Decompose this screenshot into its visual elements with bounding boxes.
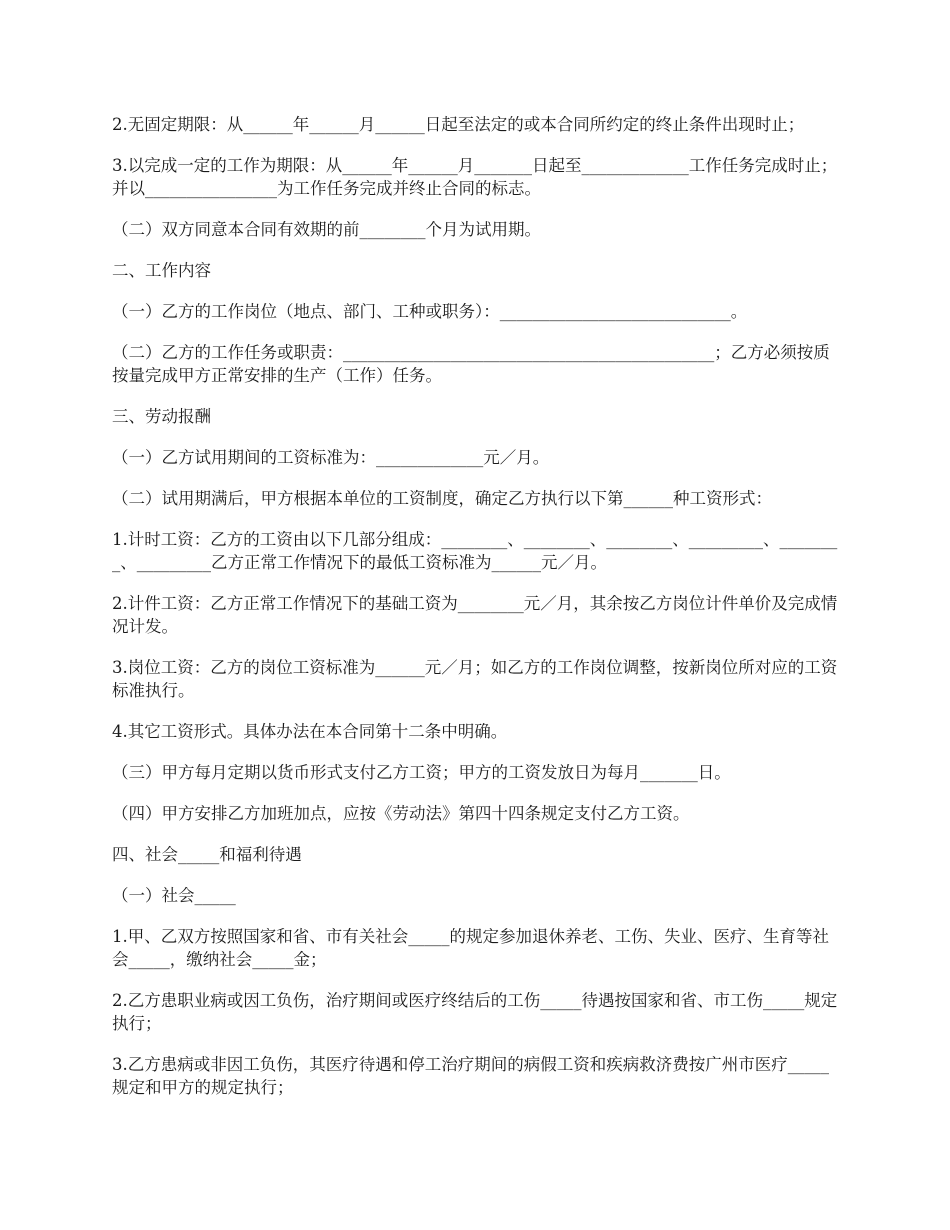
- heading-social-welfare: 四、社会_____和福利待遇: [112, 845, 302, 864]
- paragraph-post-wage: 3.岗位工资：乙方的岗位工资标准为______元／月；如乙方的工作岗位调整，按新岗位所对应的工资标准执行。: [112, 658, 838, 700]
- document-page: [112, 113, 838, 1117]
- paragraph-other-wage: 4.其它工资形式。具体办法在本合同第十二条中明确。: [112, 722, 508, 741]
- paragraph-work-injury: 2.乙方患职业病或因工负伤，治疗期间或医疗终结后的工伤_____待遇按国家和省、市工伤_____规定执行；: [112, 991, 838, 1033]
- paragraph-term-indefinite: 2.无固定期限：从______年______月______日起至法定的或本合同所约定的终止条件出现时止；: [112, 115, 805, 134]
- paragraph-social-insurance: 1.甲、乙双方按照国家和省、市有关社会_____的规定参加退休养老、工伤、失业、医疗、生育等社会_____，缴纳社会_____金；: [112, 927, 829, 969]
- paragraph-work-post: （一）乙方的工作岗位（地点、部门、工种或职务）：____________________________。: [112, 302, 748, 321]
- paragraph-hourly-wage: 1.计时工资：乙方的工资由以下几部分组成：________、________、________、_________、________、_________乙方正常工作情况下的最低工资标准为______元／月。: [112, 530, 838, 572]
- heading-work-content: 二、工作内容: [112, 261, 211, 280]
- paragraph-piece-wage: 2.计件工资：乙方正常工作情况下的基础工资为________元／月，其余按乙方岗位计件单价及完成情况计发。: [112, 594, 838, 636]
- heading-remuneration: 三、劳动报酬: [112, 407, 211, 426]
- paragraph-overtime: （四）甲方安排乙方加班加点，应按《劳动法》第四十四条规定支付乙方工资。: [112, 804, 690, 823]
- paragraph-illness: 3.乙方患病或非因工负伤，其医疗待遇和停工治疗期间的病假工资和疾病救济费按广州市医疗_____规定和甲方的规定执行；: [112, 1055, 829, 1097]
- paragraph-probation-wage: （一）乙方试用期间的工资标准为：_____________元／月。: [112, 448, 550, 467]
- paragraph-work-duties: （二）乙方的工作任务或职责：_____________________________________________；乙方必须按质按量完成甲方正常安排的生产（工作）任务。: [112, 343, 830, 385]
- paragraph-pay-day: （三）甲方每月定期以货币形式支付乙方工资；甲方的工资发放日为每月_______日。: [112, 763, 731, 782]
- subheading-social: （一）社会_____: [112, 886, 236, 905]
- paragraph-probation: （二）双方同意本合同有效期的前________个月为试用期。: [112, 220, 541, 239]
- paragraph-wage-form: （二）试用期满后，甲方根据本单位的工资制度，确定乙方执行以下第______种工资形式：: [112, 489, 772, 508]
- paragraph-term-task-based: 3.以完成一定的工作为期限：从______年______月_______日起至_____________工作任务完成时止；并以________________为工作任务完成并终止合同的标志。: [112, 156, 838, 198]
